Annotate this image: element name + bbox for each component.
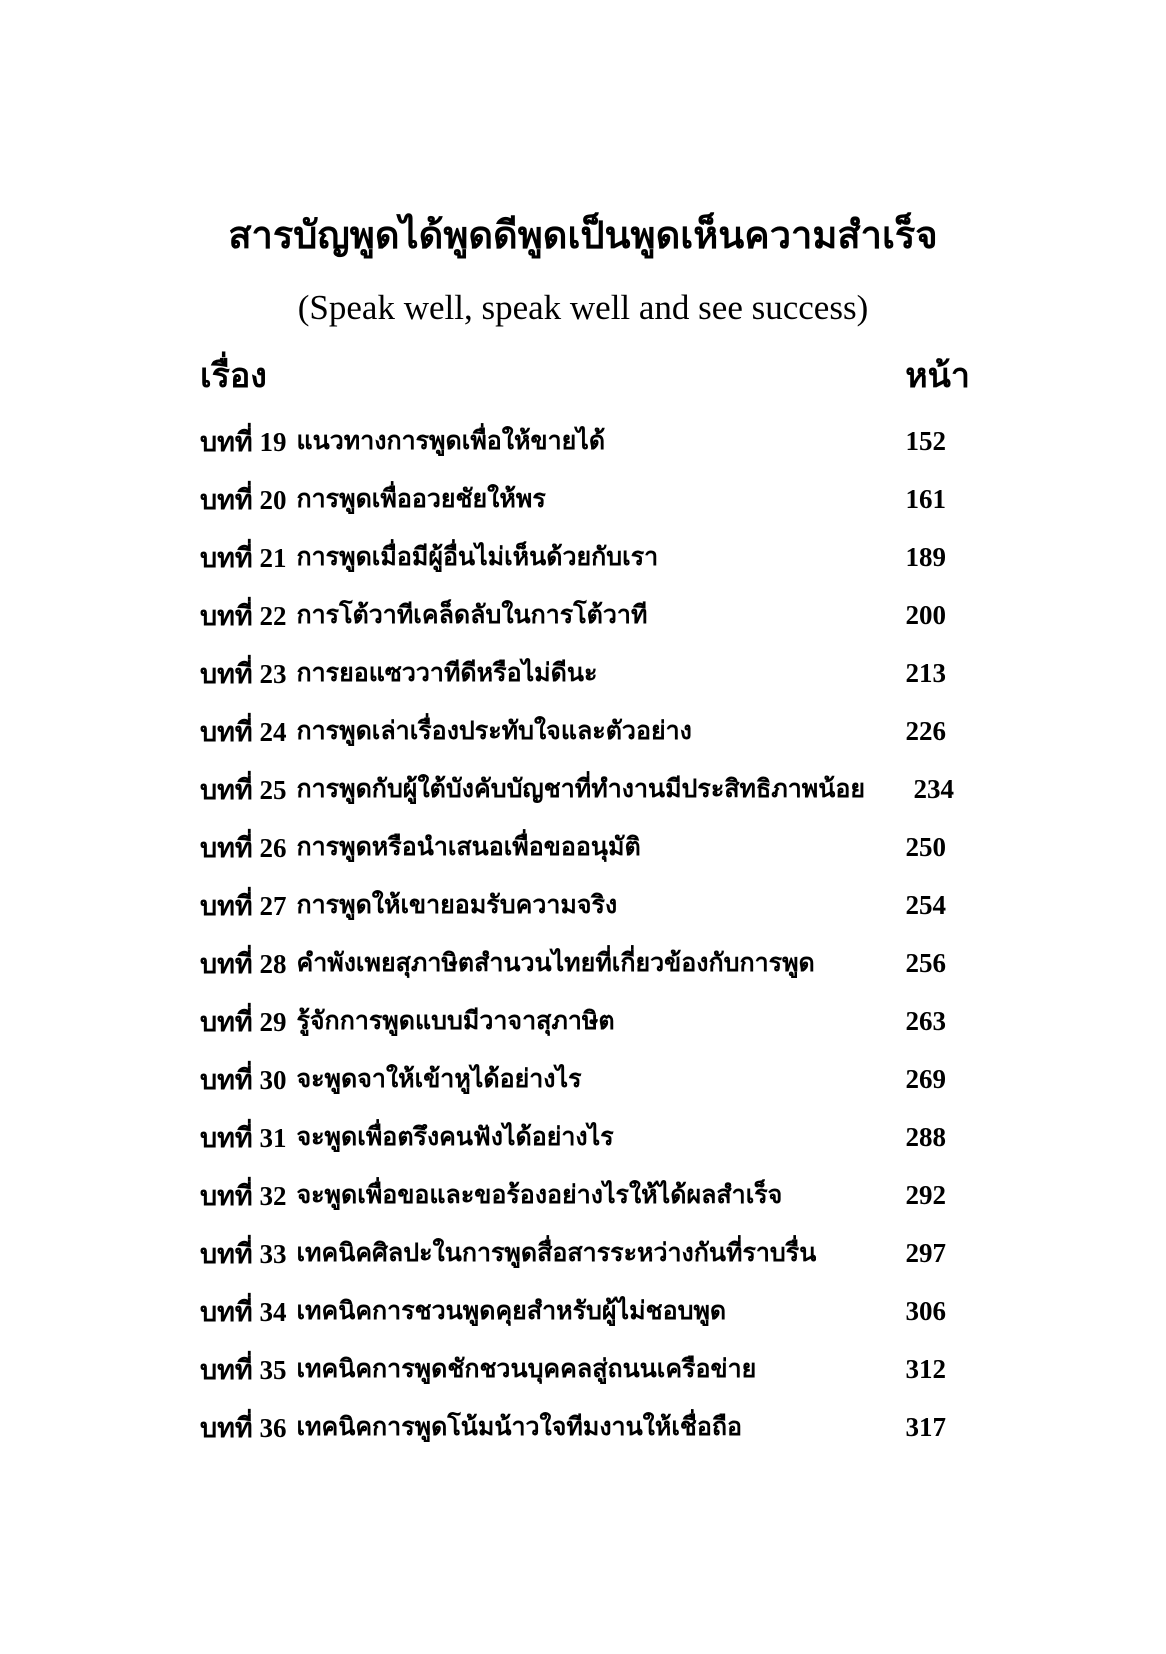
- toc-page-number: 306: [905, 1295, 946, 1326]
- toc-entry: [200, 1224, 960, 1282]
- toc-page-number: 317: [905, 1411, 946, 1442]
- toc-page-number: 297: [905, 1237, 946, 1268]
- toc-chapter-title: แนวทางการพูดเพื่อให้ขายได้: [296, 426, 606, 455]
- toc-chapter-number: บทที่ 29: [200, 1006, 287, 1037]
- toc-chapter-title: การโต้วาทีเคล็ดลับในการโต้วาที: [296, 600, 648, 629]
- toc-page-number: 152: [905, 425, 946, 456]
- toc-entry: [200, 412, 960, 470]
- toc-page-number: 200: [905, 599, 946, 630]
- toc-chapter-title: การพูดกับผู้ใต้บังคับบัญชาที่ทำงานมีประสิทธิภาพน้อย: [296, 774, 866, 803]
- toc-chapter-number: บทที่ 36: [200, 1412, 287, 1443]
- toc-page-number: 234: [913, 773, 954, 804]
- document-title: สารบัญพูดได้พูดดีพูดเป็นพูดเห็นความสำเร็จ: [228, 212, 938, 257]
- column-header-topic: เรื่อง: [200, 356, 267, 396]
- toc-chapter-number: บทที่ 34: [200, 1296, 287, 1327]
- toc-chapter-title: คำพังเพยสุภาษิตสำนวนไทยที่เกี่ยวข้องกับการพูด: [296, 948, 815, 977]
- toc-chapter-title: จะพูดเพื่อตรึงคนฟังได้อย่างไร: [296, 1122, 614, 1151]
- toc-page-number: 213: [905, 657, 946, 688]
- column-header-page: หน้า: [905, 356, 970, 396]
- toc-chapter-number: บทที่ 25: [200, 774, 287, 805]
- toc-chapter-title: การพูดเมื่อมีผู้อื่นไม่เห็นด้วยกับเรา: [296, 542, 659, 571]
- toc-chapter-number: บทที่ 24: [200, 716, 287, 747]
- toc-chapter-title: จะพูดจาให้เข้าหูได้อย่างไร: [296, 1064, 582, 1093]
- toc-chapter-number: บทที่ 23: [200, 658, 287, 689]
- toc-entry: [200, 1282, 960, 1340]
- toc-entry: [200, 818, 960, 876]
- toc-entry: [200, 702, 960, 760]
- toc-page-number: 189: [905, 541, 946, 572]
- document-subtitle: (Speak well, speak well and see success): [297, 288, 869, 327]
- toc-entry: [200, 1340, 960, 1398]
- toc-entry: [200, 934, 960, 992]
- toc-page-number: 292: [905, 1179, 946, 1210]
- toc-page-number: 161: [905, 483, 946, 514]
- toc-entry: [200, 528, 960, 586]
- toc-chapter-number: บทที่ 30: [200, 1064, 287, 1095]
- toc-entry: [200, 470, 960, 528]
- toc-page-number: 250: [905, 831, 946, 862]
- toc-entry: [200, 1108, 960, 1166]
- toc-chapter-number: บทที่ 33: [200, 1238, 287, 1269]
- toc-chapter-number: บทที่ 22: [200, 600, 287, 631]
- toc-chapter-title: การพูดเล่าเรื่องประทับใจและตัวอย่าง: [296, 716, 692, 745]
- toc-chapter-title: การพูดหรือนำเสนอเพื่อขออนุมัติ: [296, 832, 641, 861]
- toc-page-number: 288: [905, 1121, 946, 1152]
- table-of-contents: [200, 412, 960, 1456]
- toc-entry: [200, 1166, 960, 1224]
- toc-entry: [200, 1050, 960, 1108]
- toc-page-number: 312: [905, 1353, 946, 1384]
- toc-chapter-number: บทที่ 19: [200, 426, 287, 457]
- toc-page-number: 226: [905, 715, 946, 746]
- toc-chapter-title: เทคนิคการพูดโน้มน้าวใจทีมงานให้เชื่อถือ: [296, 1412, 743, 1441]
- toc-entry: [200, 1398, 960, 1456]
- toc-chapter-number: บทที่ 27: [200, 890, 287, 921]
- toc-chapter-title: จะพูดเพื่อขอและขอร้องอย่างไรให้ได้ผลสำเร็จ: [296, 1180, 783, 1209]
- toc-chapter-title: เทคนิคการพูดชักชวนบุคคลสู่ถนนเครือข่าย: [296, 1354, 757, 1383]
- toc-chapter-title: การพูดเพื่ออวยชัยให้พร: [296, 484, 546, 513]
- toc-chapter-title: การยอแซววาทีดีหรือไม่ดีนะ: [296, 658, 598, 687]
- toc-chapter-number: บทที่ 21: [200, 542, 287, 573]
- toc-entry: [200, 644, 960, 702]
- toc-page-number: 254: [905, 889, 946, 920]
- toc-chapter-title: เทคนิคการชวนพูดคุยสำหรับผู้ไม่ชอบพูด: [296, 1296, 727, 1325]
- toc-chapter-number: บทที่ 26: [200, 832, 287, 863]
- toc-chapter-number: บทที่ 31: [200, 1122, 287, 1153]
- toc-chapter-number: บทที่ 32: [200, 1180, 287, 1211]
- toc-chapter-number: บทที่ 20: [200, 484, 287, 515]
- toc-entry: [200, 992, 960, 1050]
- toc-page-number: 256: [905, 947, 946, 978]
- toc-entry: [200, 760, 960, 818]
- toc-chapter-title: การพูดให้เขายอมรับความจริง: [296, 890, 618, 919]
- toc-entry: [200, 586, 960, 644]
- toc-chapter-title: รู้จักการพูดแบบมีวาจาสุภาษิต: [296, 1006, 615, 1035]
- toc-entry: [200, 876, 960, 934]
- toc-chapter-number: บทที่ 35: [200, 1354, 287, 1385]
- toc-chapter-number: บทที่ 28: [200, 948, 287, 979]
- toc-chapter-title: เทคนิคศิลปะในการพูดสื่อสารระหว่างกันที่ราบรื่น: [296, 1238, 817, 1267]
- toc-page-number: 269: [905, 1063, 946, 1094]
- toc-page-number: 263: [905, 1005, 946, 1036]
